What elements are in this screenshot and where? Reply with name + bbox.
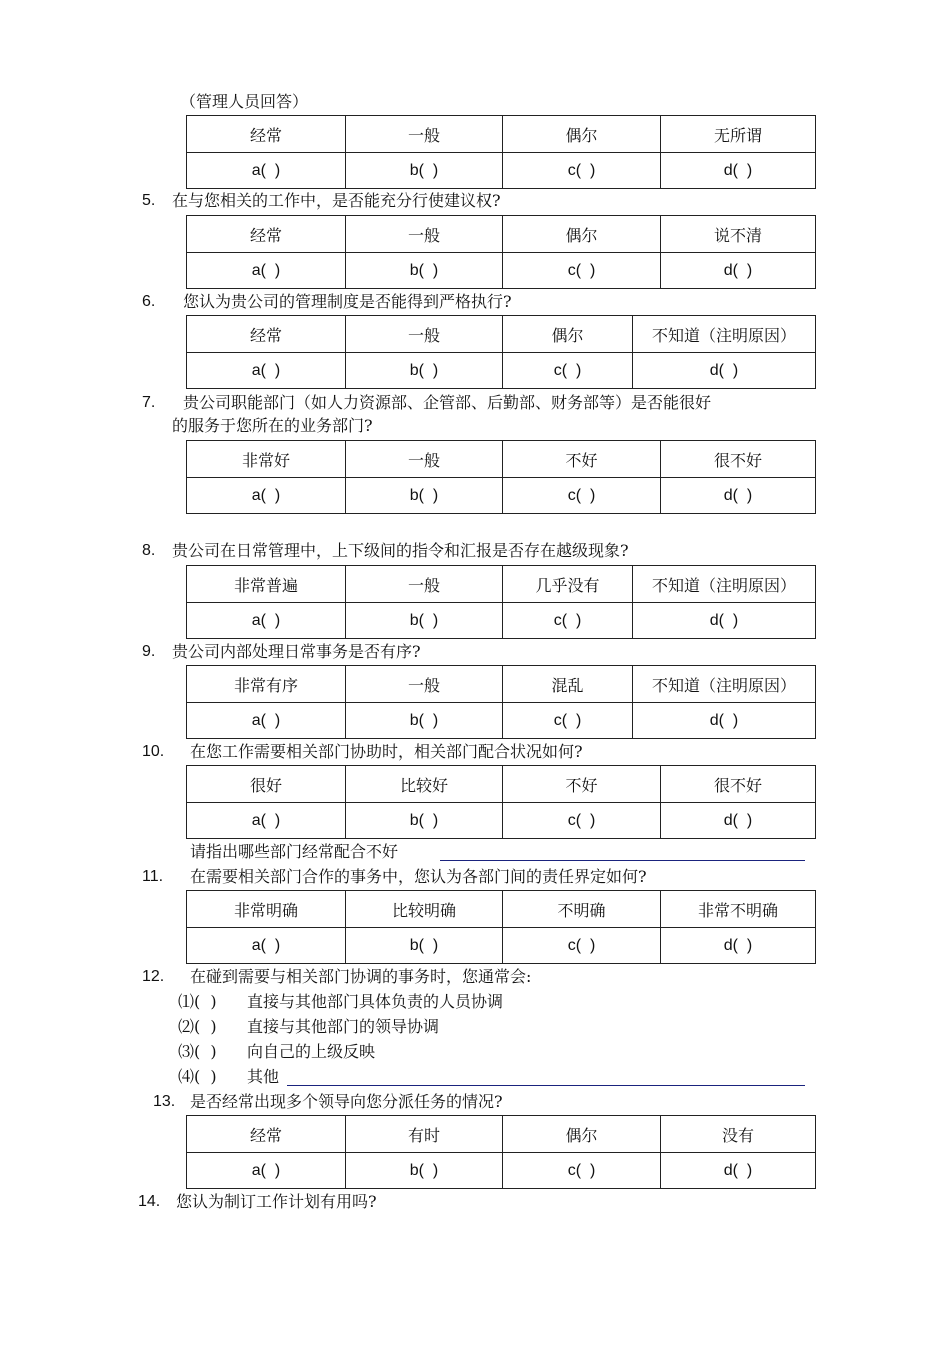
option-header: 非常明确 bbox=[187, 891, 346, 928]
answer-a[interactable]: a( ) bbox=[187, 153, 346, 189]
answer-c[interactable]: c( ) bbox=[503, 1153, 661, 1189]
question-number: 13. bbox=[153, 1093, 176, 1110]
answer-d[interactable]: d( ) bbox=[661, 478, 816, 514]
question-12-text: 在碰到需要与相关部门协调的事务时，您通常会: bbox=[190, 967, 532, 986]
option-header: 非常不明确 bbox=[661, 891, 816, 928]
question-number: 9. bbox=[142, 643, 156, 660]
answer-b[interactable]: b( ) bbox=[346, 1153, 503, 1189]
option-header: 比较明确 bbox=[346, 891, 503, 928]
option-header: 一般 bbox=[346, 316, 503, 353]
options-table-q7 bbox=[186, 440, 816, 514]
answer-d[interactable]: d( ) bbox=[661, 253, 816, 289]
option-header: 不知道（注明原因） bbox=[633, 566, 816, 603]
answer-c[interactable]: c( ) bbox=[503, 253, 661, 289]
question-number: 8. bbox=[142, 542, 156, 559]
answer-d[interactable]: d( ) bbox=[661, 1153, 816, 1189]
answer-b[interactable]: b( ) bbox=[346, 478, 503, 514]
answer-d[interactable]: d( ) bbox=[661, 153, 816, 189]
answer-a[interactable]: a( ) bbox=[187, 353, 346, 389]
option-header: 偶尔 bbox=[503, 316, 633, 353]
question-number: 12. bbox=[142, 968, 165, 985]
options-table-q10 bbox=[186, 765, 816, 839]
option-header: 混乱 bbox=[503, 666, 633, 703]
options-table-q11 bbox=[186, 890, 816, 964]
option-header: 不明确 bbox=[503, 891, 661, 928]
option-header: 一般 bbox=[346, 116, 503, 153]
option-header: 很不好 bbox=[661, 441, 816, 478]
followup-answer-line[interactable] bbox=[440, 860, 805, 861]
choice-mark[interactable]: ⑴( ) bbox=[178, 992, 217, 1011]
question-number: 6. bbox=[142, 293, 156, 310]
question-10-text: 在您工作需要相关部门协助时，相关部门配合状况如何? bbox=[190, 742, 583, 761]
choice-mark[interactable]: ⑷( ) bbox=[178, 1067, 217, 1086]
options-table-q13 bbox=[186, 1115, 816, 1189]
option-header: 不好 bbox=[503, 441, 661, 478]
answer-b[interactable]: b( ) bbox=[346, 253, 503, 289]
option-header: 很不好 bbox=[661, 766, 816, 803]
option-header: 经常 bbox=[187, 216, 346, 253]
answer-b[interactable]: b( ) bbox=[346, 153, 503, 189]
followup-prompt: 请指出哪些部门经常配合不好 bbox=[190, 842, 399, 861]
options-table-q8 bbox=[186, 565, 816, 639]
choice-label: 其他 bbox=[247, 1067, 280, 1086]
answer-b[interactable]: b( ) bbox=[346, 353, 503, 389]
question-number: 10. bbox=[142, 743, 165, 760]
answer-c[interactable]: c( ) bbox=[503, 703, 633, 739]
answer-d[interactable]: d( ) bbox=[661, 928, 816, 964]
question-number: 7. bbox=[142, 394, 156, 411]
option-header: 无所谓 bbox=[661, 116, 816, 153]
answer-c[interactable]: c( ) bbox=[503, 928, 661, 964]
other-answer-line[interactable] bbox=[287, 1085, 805, 1086]
answer-b[interactable]: b( ) bbox=[346, 928, 503, 964]
option-header: 一般 bbox=[346, 216, 503, 253]
question-5-text: 在与您相关的工作中，是否能充分行使建议权? bbox=[172, 191, 501, 210]
answer-b[interactable]: b( ) bbox=[346, 803, 503, 839]
options-table-q9 bbox=[186, 665, 816, 739]
option-header: 几乎没有 bbox=[503, 566, 633, 603]
option-header: 偶尔 bbox=[503, 1116, 661, 1153]
option-header: 一般 bbox=[346, 666, 503, 703]
option-header: 非常有序 bbox=[187, 666, 346, 703]
question-13-text: 是否经常出现多个领导向您分派任务的情况? bbox=[190, 1092, 503, 1111]
question-9-text: 贵公司内部处理日常事务是否有序? bbox=[172, 642, 421, 661]
option-header: 不知道（注明原因） bbox=[633, 666, 816, 703]
option-header: 一般 bbox=[346, 441, 503, 478]
option-header: 有时 bbox=[346, 1116, 503, 1153]
option-header: 经常 bbox=[187, 1116, 346, 1153]
option-header: 非常好 bbox=[187, 441, 346, 478]
option-header: 不好 bbox=[503, 766, 661, 803]
option-header: 经常 bbox=[187, 316, 346, 353]
question-number: 11. bbox=[142, 868, 164, 885]
options-table-q6 bbox=[186, 315, 816, 389]
answer-a[interactable]: a( ) bbox=[187, 603, 346, 639]
options-table-q4 bbox=[186, 115, 816, 189]
option-header: 很好 bbox=[187, 766, 346, 803]
answer-a[interactable]: a( ) bbox=[187, 928, 346, 964]
options-table-q5 bbox=[186, 215, 816, 289]
choice-label: 直接与其他部门的领导协调 bbox=[247, 1017, 440, 1036]
option-header: 比较好 bbox=[346, 766, 503, 803]
answer-c[interactable]: c( ) bbox=[503, 153, 661, 189]
answer-d[interactable]: d( ) bbox=[633, 603, 816, 639]
option-header: 非常普遍 bbox=[187, 566, 346, 603]
question-6-text: 您认为贵公司的管理制度是否能得到严格执行? bbox=[183, 292, 512, 311]
answer-c[interactable]: c( ) bbox=[503, 803, 661, 839]
question-number: 14. bbox=[138, 1193, 161, 1210]
answer-a[interactable]: a( ) bbox=[187, 703, 346, 739]
option-header: 经常 bbox=[187, 116, 346, 153]
choice-mark[interactable]: ⑶( ) bbox=[178, 1042, 217, 1061]
option-header: 不知道（注明原因） bbox=[633, 316, 816, 353]
option-header: 没有 bbox=[661, 1116, 816, 1153]
answer-c[interactable]: c( ) bbox=[503, 353, 633, 389]
answer-b[interactable]: b( ) bbox=[346, 703, 503, 739]
answer-a[interactable]: a( ) bbox=[187, 478, 346, 514]
option-header: 一般 bbox=[346, 566, 503, 603]
answer-a[interactable]: a( ) bbox=[187, 253, 346, 289]
option-header: 偶尔 bbox=[503, 216, 661, 253]
answer-c[interactable]: c( ) bbox=[503, 603, 633, 639]
option-header: 说不清 bbox=[661, 216, 816, 253]
option-header: 偶尔 bbox=[503, 116, 661, 153]
answer-d[interactable]: d( ) bbox=[633, 353, 816, 389]
choice-label: 向自己的上级反映 bbox=[247, 1042, 376, 1061]
question-7-text-line2: 的服务于您所在的业务部门? bbox=[172, 416, 373, 435]
question-number: 5. bbox=[142, 192, 156, 209]
answer-d[interactable]: d( ) bbox=[661, 803, 816, 839]
answer-d[interactable]: d( ) bbox=[633, 703, 816, 739]
answer-a[interactable]: a( ) bbox=[187, 1153, 346, 1189]
answer-c[interactable]: c( ) bbox=[503, 478, 661, 514]
question-11-text: 在需要相关部门合作的事务中，您认为各部门间的责任界定如何? bbox=[190, 867, 647, 886]
respondent-note: （管理人员回答） bbox=[180, 92, 309, 111]
question-8-text: 贵公司在日常管理中，上下级间的指令和汇报是否存在越级现象? bbox=[172, 541, 629, 560]
answer-a[interactable]: a( ) bbox=[187, 803, 346, 839]
answer-b[interactable]: b( ) bbox=[346, 603, 503, 639]
question-14-text: 您认为制订工作计划有用吗? bbox=[176, 1192, 377, 1211]
choice-label: 直接与其他部门具体负责的人员协调 bbox=[247, 992, 504, 1011]
question-7-text-line1: 贵公司职能部门（如人力资源部、企管部、后勤部、财务部等）是否能很好 bbox=[183, 393, 712, 412]
choice-mark[interactable]: ⑵( ) bbox=[178, 1017, 217, 1036]
